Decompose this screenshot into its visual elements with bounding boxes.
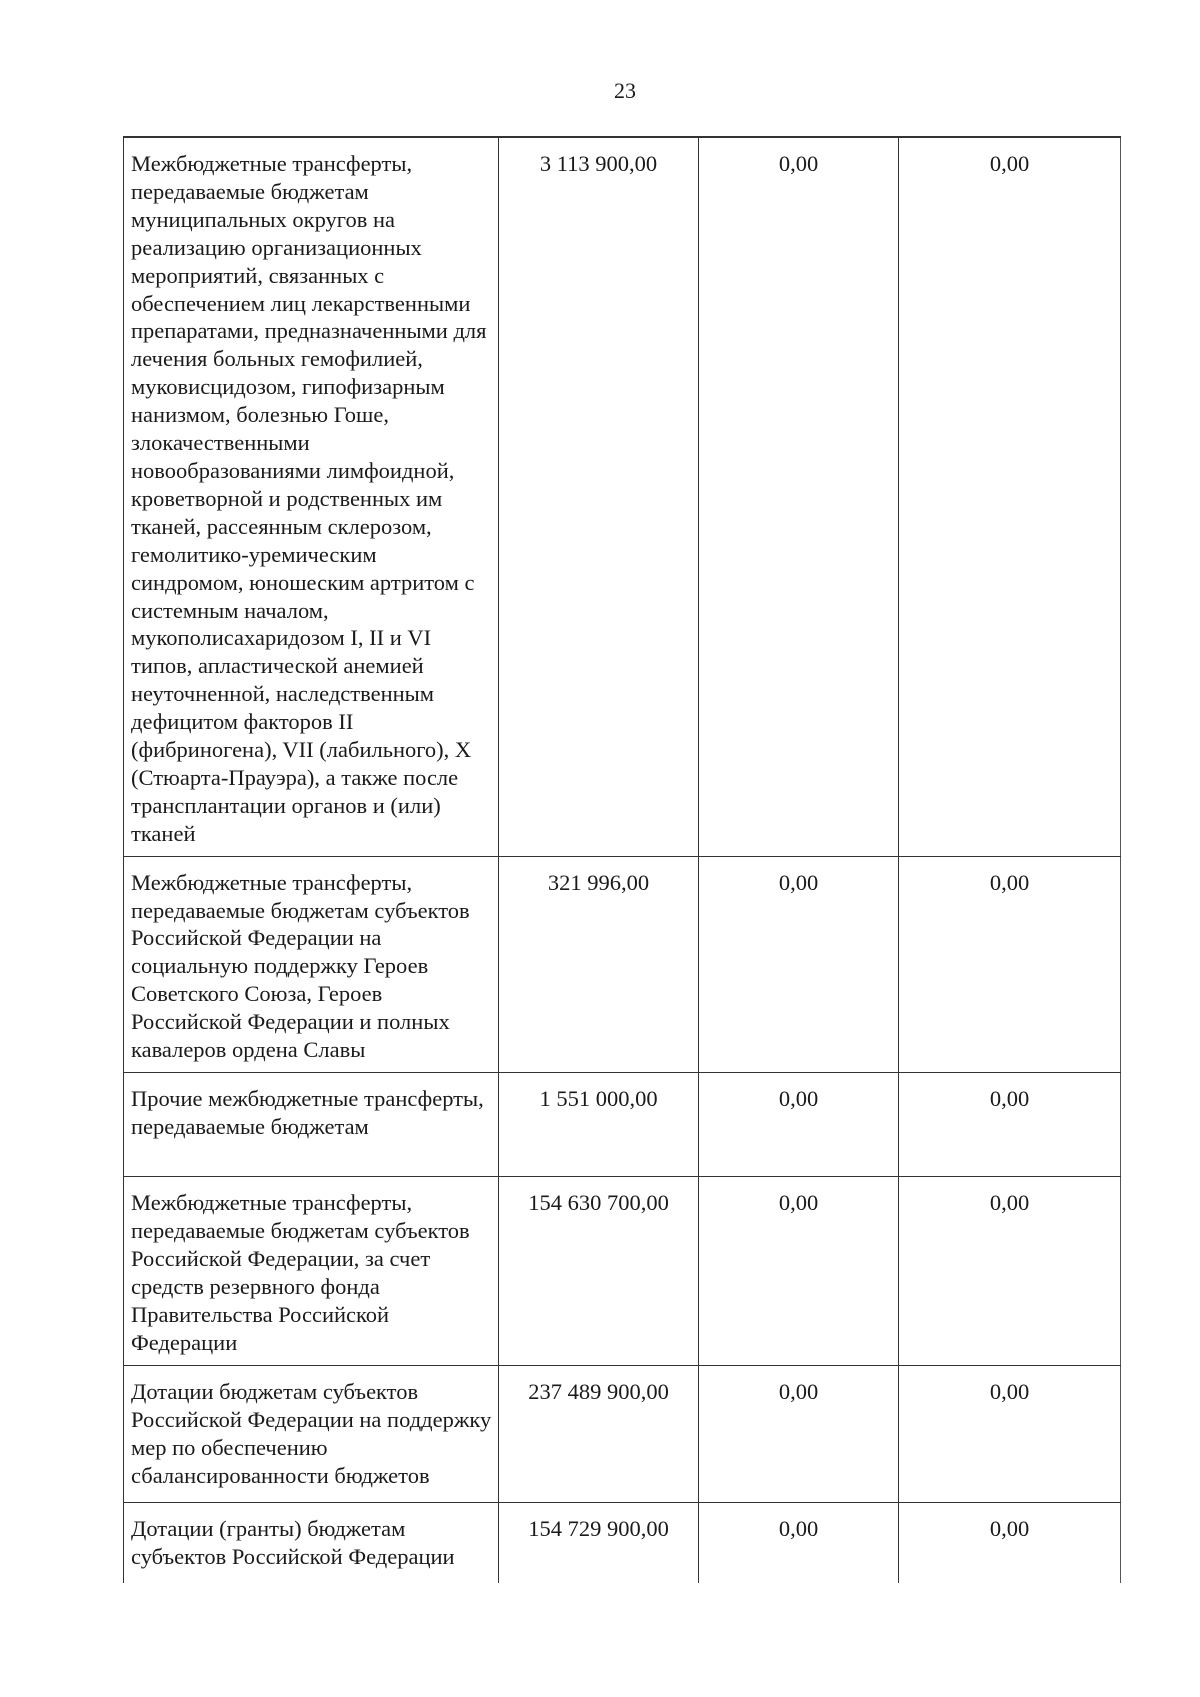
table-row [124, 1503, 1121, 1584]
budget-table-container [123, 136, 1120, 1583]
table-row [124, 856, 1121, 1072]
row-amount-2: 0,00 [699, 856, 899, 1072]
row-description: Дотации бюджетам субъектов Российской Федерации на поддержку мер по обеспечению сбалансированности бюджетов [124, 1366, 499, 1503]
row-amount-1: 154 630 700,00 [499, 1177, 699, 1366]
row-amount-1: 1 551 000,00 [499, 1073, 699, 1177]
row-amount-3: 0,00 [899, 1503, 1121, 1584]
row-amount-1: 321 996,00 [499, 856, 699, 1072]
row-amount-2: 0,00 [699, 1366, 899, 1503]
row-amount-3: 0,00 [899, 856, 1121, 1072]
table-row [124, 1073, 1121, 1177]
row-amount-3: 0,00 [899, 1177, 1121, 1366]
table-row [124, 137, 1121, 856]
page-number: 23 [614, 78, 636, 103]
row-amount-1: 154 729 900,00 [499, 1503, 699, 1584]
row-amount-3: 0,00 [899, 1073, 1121, 1177]
table-row [124, 1177, 1121, 1366]
row-amount-2: 0,00 [699, 137, 899, 856]
row-amount-1: 237 489 900,00 [499, 1366, 699, 1503]
row-amount-2: 0,00 [699, 1503, 899, 1584]
row-amount-1: 3 113 900,00 [499, 137, 699, 856]
row-description: Межбюджетные трансферты, передаваемые бюджетам субъектов Российской Федерации, за счет средств резервного фонда Правительства Российской Федерации [124, 1177, 499, 1366]
row-amount-3: 0,00 [899, 1366, 1121, 1503]
row-amount-3: 0,00 [899, 137, 1121, 856]
budget-table [123, 136, 1121, 1583]
row-description: Прочие межбюджетные трансферты, передаваемые бюджетам [124, 1073, 499, 1177]
row-description: Дотации (гранты) бюджетам субъектов Российской Федерации [124, 1503, 499, 1584]
row-description: Межбюджетные трансферты, передаваемые бюджетам субъектов Российской Федерации на социальную поддержку Героев Советского Союза, Героев Российской Федерации и полных кавалеров ордена Славы [124, 856, 499, 1072]
table-row [124, 1366, 1121, 1503]
row-description: Межбюджетные трансферты, передаваемые бюджетам муниципальных округов на реализацию организационных мероприятий, связанных с обеспечением лиц лекарственными препаратами, предназначенными для лечения больных гемофилией, муковисцидозом, гипофизарным нанизмом, болезнью Гоше, злокачественными новообразованиями лимфоидной, кроветворной и родственных им тканей, рассеянным склерозом, гемолитико-уремическим синдромом, юношеским артритом с системным началом, мукополисахаридозом I, II и VI типов, апластической анемией неуточненной, наследственным дефицитом факторов II (фибриногена), VII (лабильного), X (Стюарта-Прауэра), а также после трансплантации органов и (или) тканей [124, 137, 499, 856]
row-amount-2: 0,00 [699, 1073, 899, 1177]
row-amount-2: 0,00 [699, 1177, 899, 1366]
